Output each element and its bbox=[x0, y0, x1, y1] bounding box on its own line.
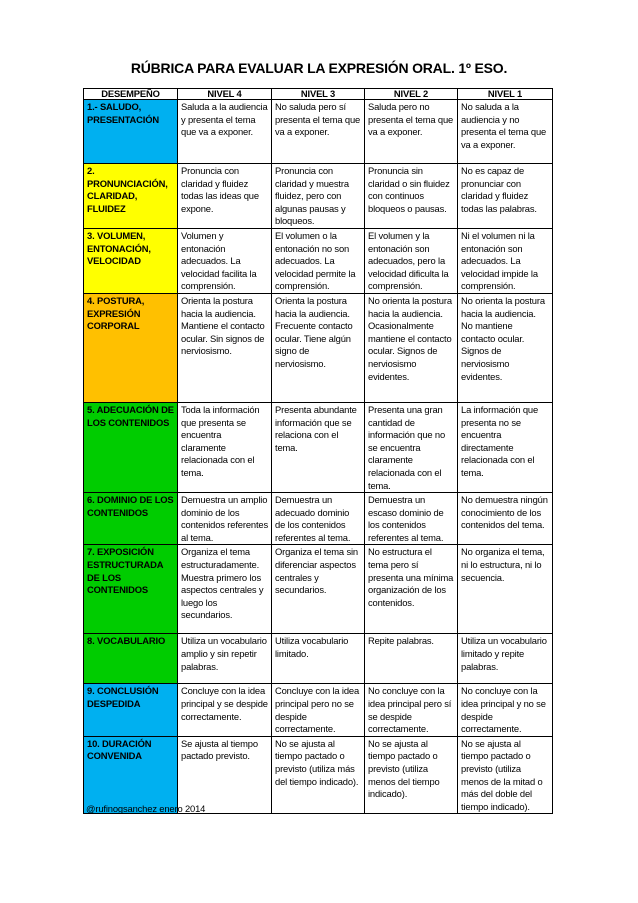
level-cell: Concluye con la idea principal pero no se despide correctamente. bbox=[272, 684, 365, 736]
level-cell: Demuestra un amplio dominio de los contenidos referentes al tema. bbox=[178, 493, 272, 545]
level-cell: Orienta la postura hacia la audiencia. Frecuente contacto ocular. Tiene algún signo de nerviosismo. bbox=[272, 293, 365, 402]
table-row bbox=[84, 545, 553, 634]
level-cell: No orienta la postura hacia la audiencia. No mantiene contacto ocular. Signos de nerviosismo evidentes. bbox=[458, 293, 553, 402]
level-cell: Organiza el tema estructuradamente. Muestra primero los aspectos centrales y luego los secundarios. bbox=[178, 545, 272, 634]
table-row bbox=[84, 293, 553, 402]
level-cell: Saluda a la audiencia y presenta el tema que va a exponer. bbox=[178, 100, 272, 164]
header-cell-nivel-1: NIVEL 1 bbox=[458, 89, 553, 100]
table-row bbox=[84, 684, 553, 736]
category-cell: 1.- SALUDO, PRESENTACIÓN bbox=[84, 100, 178, 164]
level-cell: No estructura el tema pero sí presenta una mínima organización de los contenidos. bbox=[365, 545, 458, 634]
header-cell-nivel-2: NIVEL 2 bbox=[365, 89, 458, 100]
level-cell: Presenta abundante información que se relaciona con el tema. bbox=[272, 402, 365, 492]
header-cell-nivel-3: NIVEL 3 bbox=[272, 89, 365, 100]
level-cell: Toda la información que presenta se encuentra claramente relacionada con el tema. bbox=[178, 402, 272, 492]
level-cell: Utiliza vocabulario limitado. bbox=[272, 634, 365, 684]
level-cell: Pronuncia con claridad y muestra fluidez, pero con algunas pausas y bloqueos. bbox=[272, 164, 365, 229]
level-cell: Repite palabras. bbox=[365, 634, 458, 684]
table-row bbox=[84, 164, 553, 229]
category-cell: 6. DOMINIO DE LOS CONTENIDOS bbox=[84, 493, 178, 545]
header-cell-nivel-4: NIVEL 4 bbox=[178, 89, 272, 100]
level-cell: No organiza el tema, ni lo estructura, ni lo secuencia. bbox=[458, 545, 553, 634]
category-cell: 7. EXPOSICIÓN ESTRUCTURADA DE LOS CONTENIDOS bbox=[84, 545, 178, 634]
level-cell: El volumen o la entonación no son adecuados. La velocidad permite la comprensión. bbox=[272, 228, 365, 293]
level-cell: No se ajusta al tiempo pactado o previsto (utiliza más del tiempo indicado). bbox=[272, 736, 365, 814]
level-cell: Saluda pero no presenta el tema que va a exponer. bbox=[365, 100, 458, 164]
header-cell-desempeno: DESEMPEÑO bbox=[84, 89, 178, 100]
level-cell: Concluye con la idea principal y se despide correctamente. bbox=[178, 684, 272, 736]
level-cell: No saluda pero sí presenta el tema que va a exponer. bbox=[272, 100, 365, 164]
table-row bbox=[84, 493, 553, 545]
table-row bbox=[84, 634, 553, 684]
level-cell: Pronuncia con claridad y fluidez todas las ideas que expone. bbox=[178, 164, 272, 229]
level-cell: Ni el volumen ni la entonación son adecuados. La velocidad impide la comprensión. bbox=[458, 228, 553, 293]
table-row bbox=[84, 100, 553, 164]
level-cell: Organiza el tema sin diferenciar aspectos centrales y secundarios. bbox=[272, 545, 365, 634]
rubric-table bbox=[83, 88, 553, 814]
table-row bbox=[84, 228, 553, 293]
level-cell: No se ajusta al tiempo pactado o previsto (utiliza menos de la mitad o más del doble del tiempo indicado). bbox=[458, 736, 553, 814]
level-cell: No concluye con la idea principal pero sí se despide correctamente. bbox=[365, 684, 458, 736]
category-cell: 8. VOCABULARIO bbox=[84, 634, 178, 684]
table-row bbox=[84, 402, 553, 492]
level-cell: Presenta una gran cantidad de información que no se encuentra claramente relacionada con el tema. bbox=[365, 402, 458, 492]
level-cell: La información que presenta no se encuentra directamente relacionada con el tema. bbox=[458, 402, 553, 492]
level-cell: Demuestra un escaso dominio de los contenidos referentes al tema. bbox=[365, 493, 458, 545]
level-cell: No se ajusta al tiempo pactado o previsto (utiliza menos del tiempo indicado). bbox=[365, 736, 458, 814]
level-cell: Pronuncia sin claridad o sin fluidez con continuos bloqueos o pausas. bbox=[365, 164, 458, 229]
level-cell: Volumen y entonación adecuados. La velocidad facilita la comprensión. bbox=[178, 228, 272, 293]
level-cell: Se ajusta al tiempo pactado previsto. bbox=[178, 736, 272, 814]
level-cell: No es capaz de pronunciar con claridad y fluidez todas las palabras. bbox=[458, 164, 553, 229]
category-cell: 2. PRONUNCIACIÓN, CLARIDAD, FLUIDEZ bbox=[84, 164, 178, 229]
level-cell: Utiliza un vocabulario limitado y repite palabras. bbox=[458, 634, 553, 684]
category-cell: 4. POSTURA, EXPRESIÓN CORPORAL bbox=[84, 293, 178, 402]
level-cell: No concluye con la idea principal y no se despide correctamente. bbox=[458, 684, 553, 736]
level-cell: Utiliza un vocabulario amplio y sin repetir palabras. bbox=[178, 634, 272, 684]
header-row bbox=[84, 89, 553, 100]
level-cell: No demuestra ningún conocimiento de los contenidos del tema. bbox=[458, 493, 553, 545]
page-title: RÚBRICA PARA EVALUAR LA EXPRESIÓN ORAL. 1º ESO. bbox=[130, 60, 508, 76]
level-cell: No saluda a la audiencia y no presenta el tema que va a exponer. bbox=[458, 100, 553, 164]
level-cell: El volumen y la entonación son adecuados, pero la velocidad dificulta la comprensión. bbox=[365, 228, 458, 293]
category-cell: 10. DURACIÓN CONVENIDA bbox=[84, 736, 178, 814]
level-cell: No orienta la postura hacia la audiencia. Ocasionalmente mantiene el contacto ocular. Signos de nerviosismo evidentes. bbox=[365, 293, 458, 402]
category-cell: 5. ADECUACIÓN DE LOS CONTENIDOS bbox=[84, 402, 178, 492]
category-cell: 9. CONCLUSIÓN DESPEDIDA bbox=[84, 684, 178, 736]
level-cell: Demuestra un adecuado dominio de los contenidos referentes al tema. bbox=[272, 493, 365, 545]
category-cell: 3. VOLUMEN, ENTONACIÓN, VELOCIDAD bbox=[84, 228, 178, 293]
level-cell: Orienta la postura hacia la audiencia. Mantiene el contacto ocular. Sin signos de nerviosismo. bbox=[178, 293, 272, 402]
footer-credit: @rufinogsanchez enero 2014 bbox=[86, 803, 206, 814]
